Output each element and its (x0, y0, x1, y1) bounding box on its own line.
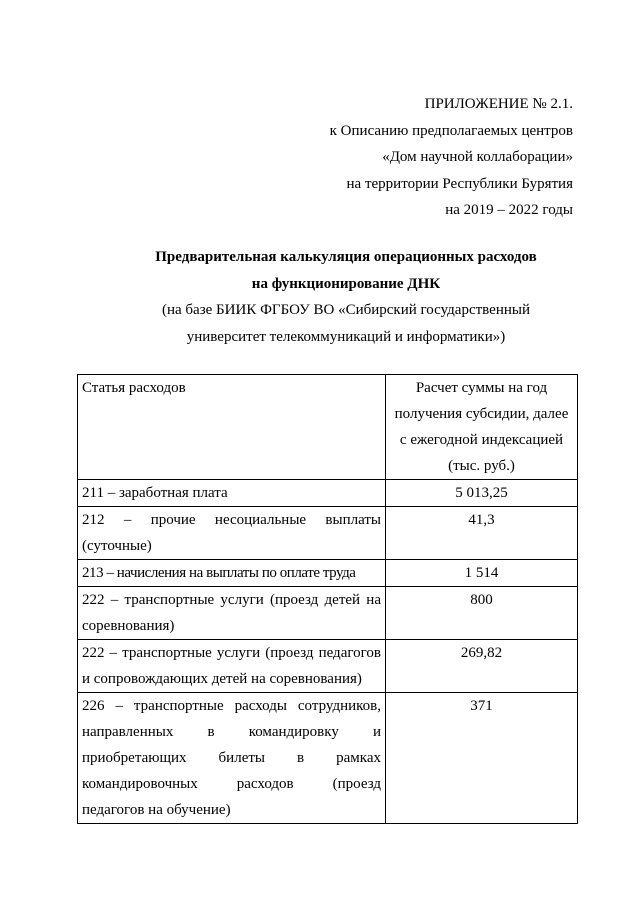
item-cell (78, 560, 386, 587)
item-line: и сопровождающих детей на соревнования) (82, 671, 362, 687)
item-line: 211 – заработная плата (82, 485, 228, 501)
header-sum-cell (386, 375, 578, 480)
value-cell: 1 514 (386, 560, 578, 587)
item-cell (78, 693, 386, 824)
header-item-label: Статья расходов (82, 380, 186, 396)
cost-table (77, 374, 578, 824)
table-row (78, 560, 578, 587)
subtitle-line: университет телекоммуникаций и информатики») (186, 328, 506, 345)
item-cell (78, 480, 386, 507)
item-cell (78, 587, 386, 640)
item-line: соревнования) (82, 618, 175, 634)
item-line: 213 – начисления на выплаты по оплате труда (82, 565, 356, 581)
table-row (78, 587, 578, 640)
table-row (78, 507, 578, 560)
item-line: (суточные) (82, 538, 152, 554)
document-heading (0, 244, 640, 350)
item-line: направленных в командировку и (82, 724, 381, 740)
header-sum-line: с ежегодной индексацией (399, 432, 564, 448)
appendix-line: ПРИЛОЖЕНИЕ № 2.1. (424, 96, 573, 112)
table-row (78, 693, 578, 824)
appendix-line: к Описанию предполагаемых центров (329, 122, 573, 139)
appendix-header (330, 91, 573, 224)
item-cell (78, 640, 386, 693)
header-item-cell (78, 375, 386, 480)
value-cell: 269,82 (386, 640, 578, 693)
title-line: на функционирование ДНК (251, 275, 441, 292)
item-cell (78, 507, 386, 560)
appendix-line: «Дом научной коллаборации» (382, 149, 573, 165)
item-line: 212 – прочие несоциальные выплаты (82, 512, 381, 528)
header-sum-line: Расчет суммы на год (415, 380, 548, 396)
item-line: приобретающих билеты в рамках (82, 750, 381, 766)
table-header-row (78, 375, 578, 480)
item-line: 226 – транспортные расходы сотрудников, (82, 698, 381, 714)
value-cell: 371 (386, 693, 578, 824)
header-sum-line: (тыс. руб.) (448, 458, 515, 474)
appendix-line: на 2019 – 2022 годы (445, 202, 573, 218)
item-line: командировочных расходов (проезд (82, 776, 381, 792)
value-cell: 5 013,25 (386, 480, 578, 507)
item-line: 222 – транспортные услуги (проезд педагогов (82, 645, 381, 661)
appendix-line: на территории Республики Бурятия (346, 175, 573, 192)
subtitle-line: (на базе БИИК ФГБОУ ВО «Сибирский государственный (162, 302, 530, 318)
table-row (78, 640, 578, 693)
item-line: 222 – транспортные услуги (проезд детей на (82, 592, 381, 608)
header-sum-line: получения субсидии, далее (394, 406, 569, 422)
value-cell: 800 (386, 587, 578, 640)
value-cell: 41,3 (386, 507, 578, 560)
item-line: педагогов на обучение) (82, 802, 231, 818)
title-line: Предварительная калькуляция операционных расходов (155, 249, 537, 265)
table-row (78, 480, 578, 507)
